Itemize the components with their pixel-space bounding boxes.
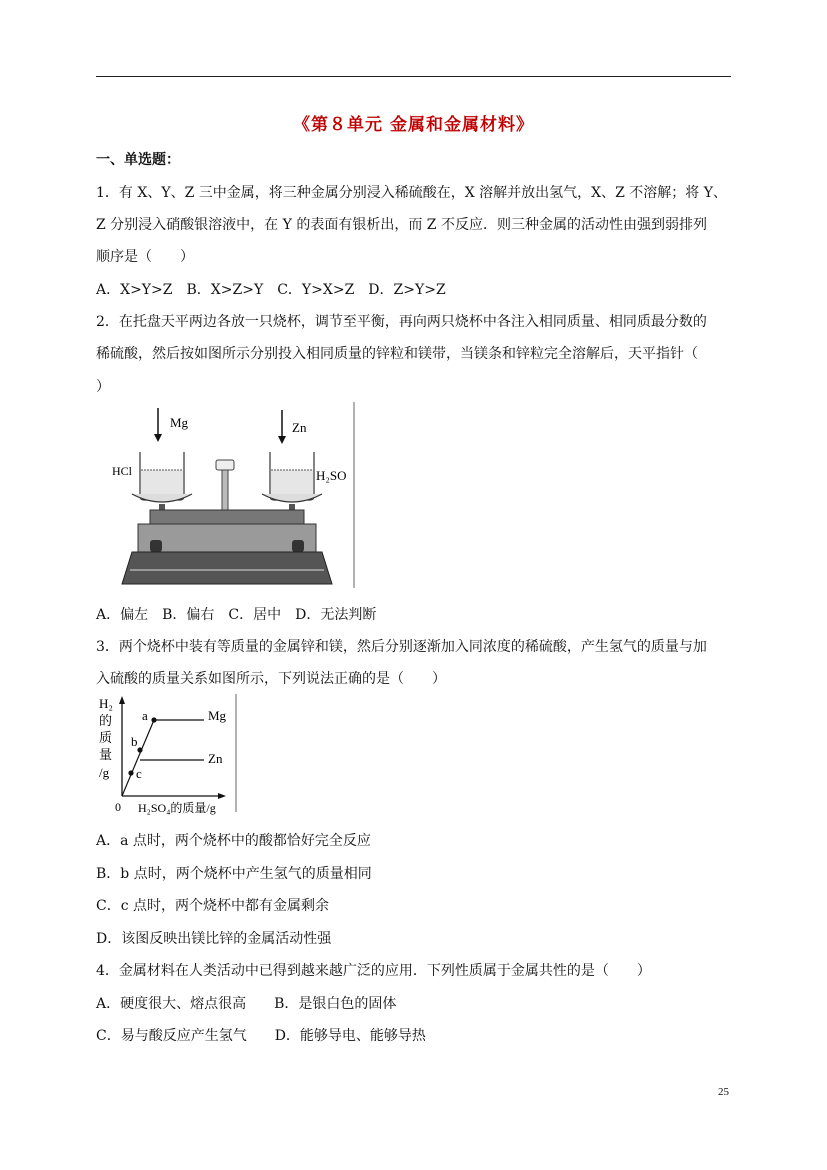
q3-line-1: 3．两个烧杯中装有等质量的金属锌和镁，然后分别逐渐加入同浓度的稀硫酸，产生氢气的质量与加: [96, 639, 707, 655]
hcl-label: HCl: [112, 464, 133, 478]
x-axis-label: H₂SO₄的质量/g: [138, 801, 216, 815]
series-zn-label: Zn: [208, 751, 223, 766]
q2-options: A．偏左 B．偏右 C．居中 D．无法判断: [96, 607, 377, 623]
q1-line-2: Z 分别浸入硝酸银溶液中，在 Y 的表面有银析出，而 Z 不反应．则三种金属的活动性由强到弱排列: [96, 217, 707, 233]
section-heading: 一、单选题：: [96, 152, 180, 168]
page-number: 25: [718, 1086, 729, 1098]
q1-options: A．X>Y>Z B．X>Z>Y C．Y>X>Z D．Z>Y>Z: [96, 282, 446, 298]
series-mg-label: Mg: [208, 708, 227, 723]
q1-line-1: 1．有 X、Y、Z 三中金属，将三种金属分别浸入稀硫酸在，X 溶解并放出氢气，X、Z 不溶解；将 Y、: [96, 185, 727, 201]
zn-label: Zn: [292, 420, 307, 435]
h2so-label: H₂SO: [316, 468, 347, 483]
q3-line-2: 入硫酸的质量关系如图所示，下列说法正确的是（ ）: [96, 671, 446, 687]
y-label-zhi: 质: [99, 730, 113, 745]
point-c-label: c: [136, 766, 142, 781]
balance-figure: [110, 400, 360, 592]
q1-line-3: 顺序是（ ）: [96, 249, 194, 265]
header-rule: [96, 76, 731, 77]
point-b-label: b: [131, 734, 138, 749]
point-a-label: a: [142, 708, 148, 723]
h2-mass-chart: [92, 692, 240, 818]
q4-options-ab: A．硬度很大、熔点很高 B．是银白色的固体: [96, 996, 397, 1012]
y-label-h2: H₂: [99, 696, 113, 711]
q2-line-3: ）: [96, 379, 110, 395]
q2-line-2: 稀硫酸，然后按如图所示分别投入相同质量的锌粒和镁带，当镁条和锌粒完全溶解后，天平指针（: [96, 346, 698, 362]
q3-option-b: B．b 点时，两个烧杯中产生氢气的质量相同: [96, 866, 372, 882]
q3-option-a: A．a 点时，两个烧杯中的酸都恰好完全反应: [96, 833, 371, 849]
y-label-de: 的: [99, 713, 113, 728]
y-label-liang: 量: [99, 747, 113, 762]
page-title: 《第８单元 金属和金属材料》: [293, 115, 534, 135]
q3-option-d: D．该图反映出镁比锌的金属活动性强: [96, 931, 332, 947]
q3-option-c: C．c 点时，两个烧杯中都有金属剩余: [96, 898, 330, 914]
y-label-unit: /g: [99, 765, 110, 780]
q4-line-1: 4．金属材料在人类活动中已得到越来越广泛的应用．下列性质属于金属共性的是（ ）: [96, 963, 651, 979]
mg-label: Mg: [170, 415, 189, 430]
origin-label: 0: [115, 800, 121, 814]
q4-options-cd: C．易与酸反应产生氢气 D．能够导电、能够导热: [96, 1028, 426, 1044]
q2-line-1: 2．在托盘天平两边各放一只烧杯，调节至平衡，再向两只烧杯中各注入相同质量、相同质最分数的: [96, 314, 707, 330]
